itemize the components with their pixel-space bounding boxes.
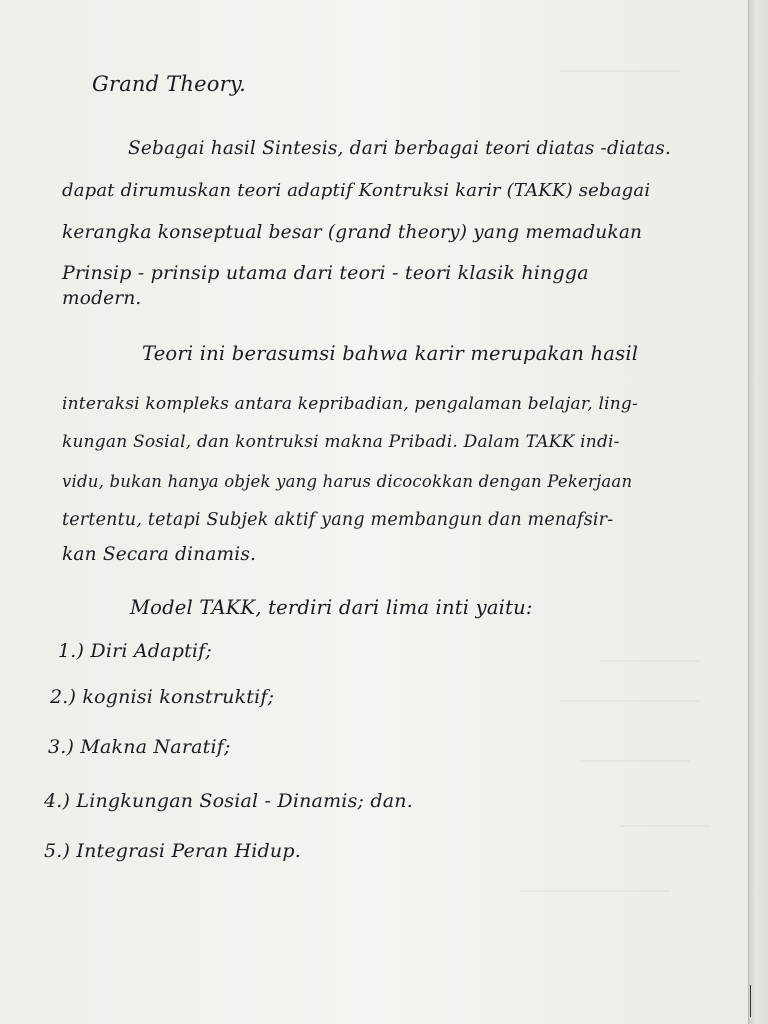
paragraph-2-line: interaksi kompleks antara kepribadian, pengalaman belajar, ling- <box>62 394 638 414</box>
bleed-through-line <box>520 890 670 892</box>
bleed-through-line <box>560 700 700 702</box>
bleed-through-line <box>600 660 700 662</box>
paragraph-1-line: Prinsip - prinsip utama dari teori - teori klasik hingga <box>62 262 589 284</box>
page-edge-mark <box>750 985 751 1017</box>
paragraph-1-line: dapat dirumuskan teori adaptif Kontruksi karir (TAKK) sebagai <box>62 180 651 201</box>
bleed-through-line <box>580 760 690 762</box>
paragraph-1-line: Sebagai hasil Sintesis, dari berbagai teori diatas -diatas. <box>128 138 672 159</box>
page-edge <box>748 0 768 1024</box>
list-item: 5.) Integrasi Peran Hidup. <box>44 840 301 862</box>
paragraph-2-line: vidu, bukan hanya objek yang harus dicocokkan dengan Pekerjaan <box>62 472 633 491</box>
list-item: 4.) Lingkungan Sosial - Dinamis; dan. <box>44 790 413 812</box>
model-intro: Model TAKK, terdiri dari lima inti yaitu: <box>130 596 533 619</box>
bleed-through-line <box>620 825 710 827</box>
list-item: 1.) Diri Adaptif; <box>58 640 213 662</box>
paragraph-2-line: kan Secara dinamis. <box>62 544 257 565</box>
paragraph-1-line: modern. <box>62 288 142 309</box>
list-item: 3.) Makna Naratif; <box>48 736 231 758</box>
paragraph-2-line: kungan Sosial, dan kontruksi makna Pribadi. Dalam TAKK indi- <box>62 432 620 452</box>
page-title: Grand Theory. <box>92 72 246 96</box>
paragraph-2-line: tertentu, tetapi Subjek aktif yang membangun dan menafsir- <box>62 510 614 530</box>
list-item: 2.) kognisi konstruktif; <box>50 686 275 708</box>
paragraph-2-line: Teori ini berasumsi bahwa karir merupakan hasil <box>142 342 639 365</box>
bleed-through-line <box>560 70 680 72</box>
paragraph-1-line: kerangka konseptual besar (grand theory) yang memadukan <box>62 222 643 243</box>
